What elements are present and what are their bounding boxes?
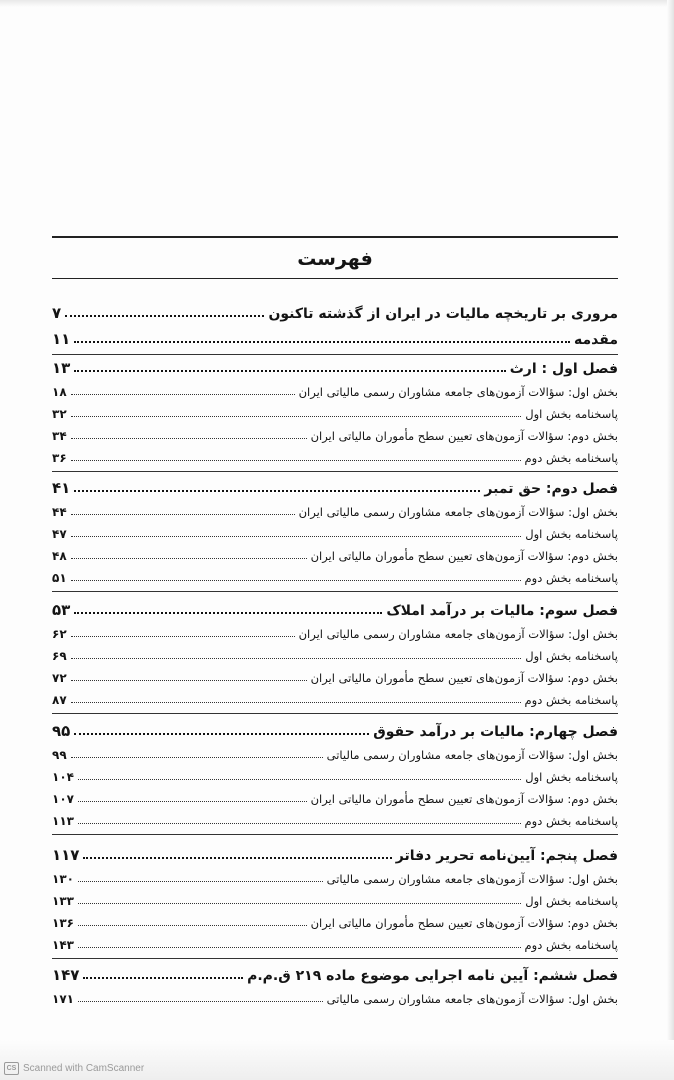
toc-chapter-row xyxy=(52,322,618,348)
toc-dot-leader xyxy=(65,315,264,317)
toc-dot-leader xyxy=(71,438,307,439)
toc-dot-leader xyxy=(74,490,480,492)
toc-entry-title: بخش دوم: سؤالات آزمون‌های تعیین سطح مأموران مالیاتی ایران xyxy=(310,549,618,563)
toc-dot-leader xyxy=(71,416,522,417)
header-rule-bottom xyxy=(52,278,618,279)
toc-page-number: ۷۲ xyxy=(52,671,67,685)
toc-page-number: ۱۱۷ xyxy=(52,846,80,864)
header-rule-top xyxy=(52,236,618,238)
toc-entry-title: پاسخنامه بخش دوم xyxy=(524,693,618,707)
toc-page-number: ۸۷ xyxy=(52,693,67,707)
toc-page-number: ۱۳ xyxy=(52,359,71,377)
toc-section-row xyxy=(52,443,618,465)
toc-entry-title: فصل سوم: مالیات بر درآمد املاک xyxy=(386,603,618,619)
toc-entry-title: پاسخنامه بخش دوم xyxy=(524,938,618,952)
toc-page-number: ۳۴ xyxy=(52,429,67,443)
toc-dot-leader xyxy=(71,658,522,659)
toc-chapter-row xyxy=(52,471,618,497)
toc-entry-title: فصل پنجم: آیین‌نامه تحریر دفاتر xyxy=(395,848,618,864)
toc-dot-leader xyxy=(83,857,391,859)
toc-chapter-row xyxy=(52,296,618,322)
toc-entry-title: بخش اول: سؤالات آزمون‌های جامعه مشاوران رسمی مالیاتی xyxy=(326,872,618,886)
toc-page-number: ۹۹ xyxy=(52,748,67,762)
toc-page-number: ۱۰۴ xyxy=(52,770,74,784)
section-divider xyxy=(52,591,618,592)
watermark-text: Scanned with CamScanner xyxy=(23,1063,145,1074)
toc-dot-leader xyxy=(71,580,521,581)
toc-section-row xyxy=(52,377,618,399)
toc-page-number: ۱۴۷ xyxy=(52,966,80,984)
section-divider xyxy=(52,834,618,835)
toc-page-number: ۳۶ xyxy=(52,451,67,465)
toc-entry-title: بخش دوم: سؤالات آزمون‌های تعیین سطح مأموران مالیاتی ایران xyxy=(310,916,618,930)
toc-entry-title: پاسخنامه بخش دوم xyxy=(524,571,618,585)
toc-page-number: ۴۱ xyxy=(52,479,71,497)
toc-page-number: ۴۸ xyxy=(52,549,67,563)
toc-section-row xyxy=(52,762,618,784)
toc-dot-leader xyxy=(78,801,307,802)
toc-section-row xyxy=(52,399,618,421)
toc-page-number: ۶۹ xyxy=(52,649,67,663)
toc-entry-title: بخش دوم: سؤالات آزمون‌های تعیین سطح مأموران مالیاتی ایران xyxy=(310,429,618,443)
toc-dot-leader xyxy=(71,536,522,537)
toc-page-number: ۱۸ xyxy=(52,385,67,399)
toc-entry-title: بخش اول: سؤالات آزمون‌های جامعه مشاوران رسمی مالیاتی ایران xyxy=(298,505,618,519)
toc-entry-title: پاسخنامه بخش دوم xyxy=(524,451,618,465)
toc-section-row xyxy=(52,541,618,563)
toc-section-row xyxy=(52,806,618,828)
toc-entry-title: فصل چهارم: مالیات بر درآمد حقوق xyxy=(373,724,618,740)
toc-dot-leader xyxy=(71,680,307,681)
toc-section-row xyxy=(52,740,618,762)
toc-dot-leader xyxy=(71,757,323,758)
page-top-edge xyxy=(0,0,674,7)
toc-page-number: ۴۷ xyxy=(52,527,67,541)
toc-dot-leader xyxy=(78,881,323,882)
toc-section-row xyxy=(52,685,618,707)
toc-section-row xyxy=(52,497,618,519)
toc-entry-title: فصل اول : ارث xyxy=(509,361,618,377)
toc-dot-leader xyxy=(74,733,369,735)
toc-entry-title: فصل ششم: آیین نامه اجرایی موضوع ماده ۲۱۹ ق.م.م xyxy=(247,968,618,984)
toc-dot-leader xyxy=(83,977,243,979)
toc-entry-title: بخش اول: سؤالات آزمون‌های جامعه مشاوران رسمی مالیاتی ایران xyxy=(298,627,618,641)
toc-entry-title: پاسخنامه بخش اول xyxy=(525,527,618,541)
toc-entry-title: مقدمه xyxy=(574,332,618,348)
toc-dot-leader xyxy=(78,903,521,904)
toc-dot-leader xyxy=(71,460,521,461)
toc-section-row xyxy=(52,886,618,908)
scanner-watermark xyxy=(4,1062,144,1075)
toc-entry-title: پاسخنامه بخش اول xyxy=(525,770,618,784)
toc-dot-leader xyxy=(71,558,307,559)
toc-entry-title: بخش دوم: سؤالات آزمون‌های تعیین سطح مأموران مالیاتی ایران xyxy=(310,792,618,806)
toc-chapter-row xyxy=(52,593,618,619)
toc-entry-title: پاسخنامه بخش اول xyxy=(525,407,618,421)
toc-section-row xyxy=(52,619,618,641)
toc-dot-leader xyxy=(78,779,521,780)
toc-section-row xyxy=(52,563,618,585)
toc-entry-title: پاسخنامه بخش دوم xyxy=(524,814,618,828)
toc-dot-leader xyxy=(78,823,521,824)
toc-entry-title: پاسخنامه بخش اول xyxy=(525,649,618,663)
toc-page-number: ۳۲ xyxy=(52,407,67,421)
toc-dot-leader xyxy=(74,370,505,372)
toc-chapter-row xyxy=(52,351,618,377)
toc-page-number: ۱۷۱ xyxy=(52,992,74,1006)
toc-entry-title: بخش دوم: سؤالات آزمون‌های تعیین سطح مأموران مالیاتی ایران xyxy=(310,671,618,685)
toc-page-number: ۶۲ xyxy=(52,627,67,641)
toc-page-number: ۱۳۳ xyxy=(52,894,74,908)
toc-dot-leader xyxy=(74,341,570,343)
toc-page-number: ۱۱۳ xyxy=(52,814,74,828)
toc-section-row xyxy=(52,784,618,806)
page-title: فهرست xyxy=(297,248,373,270)
toc-page-number: ۵۳ xyxy=(52,601,71,619)
toc-page-number: ۱۱ xyxy=(52,330,71,348)
toc-page-number: ۱۰۷ xyxy=(52,792,74,806)
toc-dot-leader xyxy=(78,925,307,926)
toc-page-number: ۷ xyxy=(52,304,62,322)
toc-chapter-row xyxy=(52,838,618,864)
toc-page-number: ۱۳۰ xyxy=(52,872,74,886)
toc-dot-leader xyxy=(71,702,521,703)
toc-chapter-row xyxy=(52,714,618,740)
toc-dot-leader xyxy=(74,612,382,614)
toc-section-row xyxy=(52,864,618,886)
toc-entry-title: بخش اول: سؤالات آزمون‌های جامعه مشاوران رسمی مالیاتی xyxy=(326,748,618,762)
toc-entry-title: پاسخنامه بخش اول xyxy=(525,894,618,908)
toc-section-row xyxy=(52,519,618,541)
toc-page-number: ۱۴۳ xyxy=(52,938,74,952)
toc-page-number: ۹۵ xyxy=(52,722,71,740)
toc-page-number: ۵۱ xyxy=(52,571,67,585)
toc-entry-title: فصل دوم: حق تمبر xyxy=(484,481,618,497)
toc-page-number: ۱۳۶ xyxy=(52,916,74,930)
camscanner-logo-icon: CS xyxy=(4,1062,19,1075)
toc-section-row xyxy=(52,421,618,443)
toc-entry-title: بخش اول: سؤالات آزمون‌های جامعه مشاوران رسمی مالیاتی ایران xyxy=(298,385,618,399)
toc-chapter-row xyxy=(52,958,618,984)
toc-page-number: ۴۴ xyxy=(52,505,67,519)
page-right-edge xyxy=(667,0,674,1080)
toc-section-row xyxy=(52,908,618,930)
toc-entry-title: مروری بر تاریخچه مالیات در ایران از گذشته تاکنون xyxy=(268,306,618,322)
toc-dot-leader xyxy=(71,514,295,515)
toc-entry-title: بخش اول: سؤالات آزمون‌های جامعه مشاوران رسمی مالیاتی xyxy=(326,992,618,1006)
toc-dot-leader xyxy=(78,947,521,948)
toc-section-row xyxy=(52,930,618,952)
toc-section-row xyxy=(52,984,618,1006)
toc-dot-leader xyxy=(71,394,295,395)
toc-dot-leader xyxy=(71,636,295,637)
toc-section-row xyxy=(52,641,618,663)
toc-section-row xyxy=(52,663,618,685)
toc-dot-leader xyxy=(78,1001,323,1002)
